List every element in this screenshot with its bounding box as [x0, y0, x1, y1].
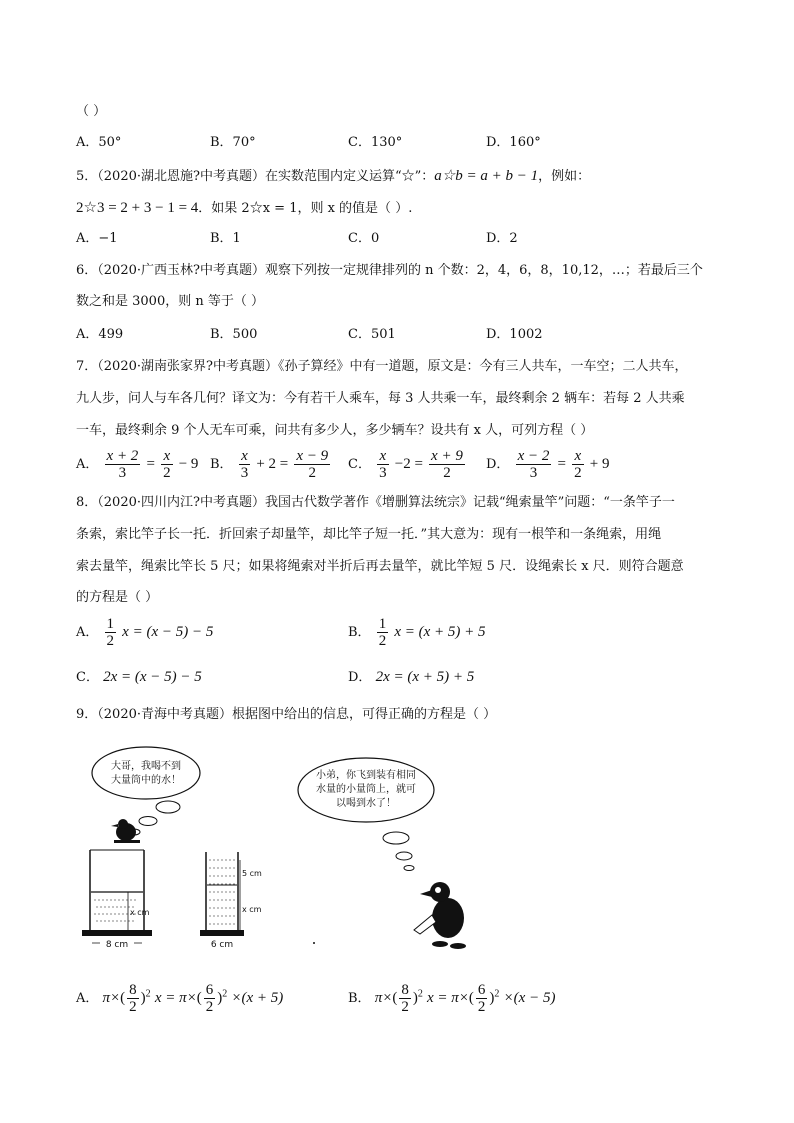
bubble-right-line-3: 以喝到水了！ [336, 798, 396, 809]
q9-option-a[interactable] [76, 982, 283, 1015]
big-x-label: x cm [130, 908, 150, 917]
q7-c-frac-2: $\frac{x + 9}{2}$ [431, 448, 463, 481]
small-5-label: 5 cm [242, 869, 262, 878]
q9-b-frac-2: $\frac{6}{2}$ [477, 982, 486, 1015]
q9-a-paren-close: ) [140, 990, 146, 1006]
q9-a-paren-open-2: ( [196, 990, 202, 1006]
q4-option-c[interactable]: C．130° [348, 135, 403, 150]
q4-option-d[interactable]: D．160° [486, 135, 541, 150]
q9-b-tail: ×(x − 5) [503, 990, 556, 1006]
q8-b-frac: $\frac{1}{2}$ [378, 616, 387, 649]
question-8-stem-3: 索去量竿，绳索比竿长 5 尺；如果将绳索对半折后再去量竿，就比竿短 5 尺．设绳索长 x 尺．则符合题意 [76, 559, 684, 574]
q7-d-frac-1: $\frac{x - 2}{3}$ [517, 448, 550, 481]
q9-b-paren-close-2: ) [489, 990, 495, 1006]
q5-option-b[interactable]: B．1 [210, 231, 241, 246]
question-7-stem-2: 九人步，问人与车各几何？译文为：今有若干人乘车，每 3 人共乘一车，最终剩余 2 辆车：若每 2 人共乘 [76, 391, 685, 406]
q9-b-label: B． [348, 991, 371, 1006]
q7-option-d[interactable] [486, 448, 609, 481]
q7-c-frac-1: $\frac{x}{3}$ [379, 448, 387, 481]
small-width-label: 6 cm [210, 940, 234, 950]
q5-option-d[interactable]: D．2 [486, 231, 518, 246]
q7-a-frac-1: $\frac{x + 2}{3}$ [106, 448, 139, 481]
q7-c-label: C． [348, 457, 371, 472]
question-7-stem-3: 一车，最终剩余 9 个人无车可乘，问共有多少人，多少辆车？设共有 x 人，可列方程（ ） [76, 423, 594, 438]
q9-a-tail: ×(x + 5) [231, 990, 284, 1006]
q9-a-pre: π× [102, 990, 121, 1006]
question-8-stem-2: 条索，索比竿子长一托．折回索子却量竿，却比竿子短一托．”其大意为：现有一根竿和一条绳索，用绳 [76, 527, 662, 542]
q8-c-label: C． [76, 670, 99, 685]
q4-option-a[interactable]: A．50° [76, 135, 122, 150]
q5-text: 5．（2020·湖北恩施?中考真题）在实数范围内定义运算“☆”： [76, 169, 435, 184]
q8-option-b[interactable] [348, 616, 486, 649]
q8-d-label: D． [348, 670, 372, 685]
question-7-stem: 7．（2020·湖南张家界?中考真题）《孙子算经》中有一道题，原文是：今有三人共车，一车空；二人共车， [76, 359, 688, 374]
q8-d-expr: 2x = (x + 5) + 5 [375, 669, 475, 685]
bubble-left-line-2: 大量筒中的水！ [111, 775, 181, 786]
q7-b-frac-1: $\frac{x}{3}$ [240, 448, 249, 481]
q8-b-expr: x = (x + 5) + 5 [394, 624, 486, 640]
q9-a-frac-2: $\frac{6}{2}$ [205, 982, 214, 1015]
q9-a-sq: 2 [145, 988, 151, 1000]
q9-b-pre: π× [374, 990, 393, 1006]
q5-option-c[interactable]: C．0 [348, 231, 380, 246]
q7-a-eq: = [146, 456, 155, 472]
q9-b-sq-2: 2 [494, 988, 500, 1000]
q5-example: 2☆3 = 2 + 3 − 1 = 4 [76, 200, 199, 216]
q5-question: ．如果 2☆x = 1，则 x 的值是（ ）. [198, 201, 413, 216]
q7-d-frac-2: $\frac{x}{2}$ [574, 448, 582, 481]
question-8-stem: 8．（2020·四川内江?中考真题）我国古代数学著作《增删算法统宗》记载“绳索量竿”问题：“一条竿子一 [76, 495, 675, 510]
q6-option-c[interactable]: C．501 [348, 327, 396, 342]
q9-b-paren-close: ) [412, 990, 418, 1006]
q9-a-frac-1: $\frac{8}{2}$ [129, 982, 137, 1015]
q9-option-b[interactable] [348, 982, 555, 1015]
q9-a-sq-2: 2 [222, 988, 228, 1000]
small-cylinder-icon [200, 852, 262, 950]
q7-option-c[interactable] [348, 448, 467, 481]
q7-b-mid: + 2 = [256, 456, 289, 472]
q9-figure [76, 740, 476, 965]
bubble-left-line-1: 大哥，我喝不到 [111, 761, 181, 772]
q6-option-b[interactable]: B．500 [210, 327, 258, 342]
bubble-right-line-2: 水量的小量筒上，就可 [316, 784, 416, 795]
q5-definition: a☆b = a + b − 1 [434, 168, 539, 184]
q7-b-label: B． [210, 457, 233, 472]
big-cylinder-icon [82, 850, 152, 950]
q9-a-label: A． [76, 991, 99, 1006]
q9-a-paren-open: ( [120, 990, 126, 1006]
q7-a-frac-2: $\frac{x}{2}$ [163, 448, 171, 481]
q7-b-frac-2: $\frac{x - 9}{2}$ [296, 448, 329, 481]
q9-b-paren-open: ( [392, 990, 398, 1006]
question-9-stem: 9．（2020·青海中考真题）根据图中给出的信息，可得正确的方程是（ ） [76, 707, 497, 722]
crow-small-icon [111, 819, 140, 843]
q7-d-tail: + 9 [589, 456, 610, 472]
q8-option-d[interactable] [348, 667, 474, 688]
q9-a-mid: x = π× [154, 990, 197, 1006]
q8-a-frac: $\frac{1}{2}$ [106, 616, 115, 649]
q5-option-a[interactable]: A．−1 [76, 231, 118, 246]
q8-b-label: B． [348, 625, 371, 640]
q8-option-c[interactable] [76, 667, 202, 688]
q9-a-paren-close-2: ) [217, 990, 223, 1006]
question-6-stem-2: 数之和是 3000，则 n 等于（ ） [76, 294, 264, 309]
crow-large-icon [414, 882, 466, 949]
q9-b-frac-1: $\frac{8}{2}$ [401, 982, 409, 1015]
q4-option-b[interactable]: B．70° [210, 135, 256, 150]
q7-c-mid: −2 = [394, 456, 423, 472]
bubble-right-line-1: 小弟，你飞到装有相同 [316, 770, 416, 781]
question-5-stem-2 [76, 198, 412, 219]
question-6-stem: 6．（2020·广西玉林?中考真题）观察下列按一定规律排列的 n 个数：2，4，6，8，10,12，…；若最后三个 [76, 263, 703, 278]
q6-option-a[interactable]: A．499 [76, 327, 124, 342]
q7-a-label: A． [76, 457, 99, 472]
q7-option-b[interactable] [210, 448, 332, 481]
q9-b-mid: x = π× [426, 990, 469, 1006]
q8-c-expr: 2x = (x − 5) − 5 [103, 669, 202, 685]
q7-d-eq: = [557, 456, 566, 472]
question-5-stem [76, 166, 590, 187]
q6-option-d[interactable]: D．1002 [486, 327, 543, 342]
question-8-stem-4: 的方程是（ ） [76, 590, 159, 605]
q8-a-expr: x = (x − 5) − 5 [122, 624, 214, 640]
small-x-label: x cm [242, 905, 262, 914]
speech-bubble-left [92, 747, 200, 799]
q9-b-sq: 2 [417, 988, 423, 1000]
q7-a-tail: − 9 [178, 456, 199, 472]
q5-text-end: ，例如： [538, 169, 591, 184]
q8-option-a[interactable] [76, 616, 213, 649]
q7-option-a[interactable] [76, 448, 198, 481]
question-4-paren: （ ） [76, 104, 107, 119]
big-width-label: 8 cm [105, 940, 129, 950]
q7-d-label: D． [486, 457, 510, 472]
q9-b-paren-open-2: ( [468, 990, 474, 1006]
q8-a-label: A． [76, 625, 99, 640]
